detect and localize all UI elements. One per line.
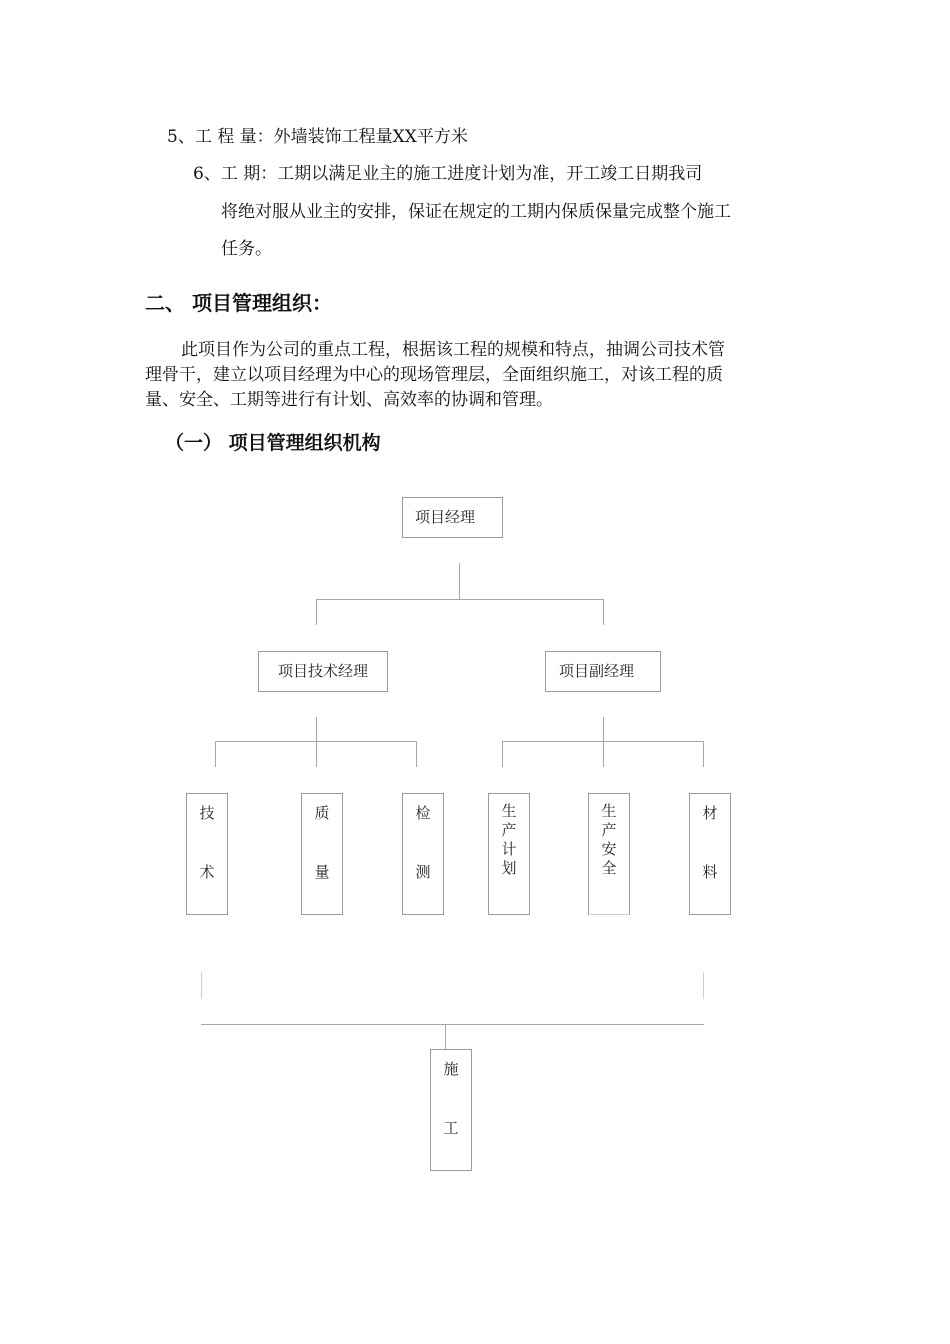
- org-node-label: 项目技术经理: [277, 662, 368, 680]
- connector-line: [215, 741, 417, 742]
- item-6-line-3: 任务。: [221, 239, 272, 259]
- org-node-production-plan: [488, 793, 530, 915]
- item-6-line-1: 6、工 期：工期以满足业主的施工进度计划为准，开工竣工日期我司: [193, 164, 703, 184]
- item-6-line-2: 将绝对服从业主的安排，保证在规定的工期内保质保量完成整个施工: [221, 202, 731, 222]
- org-node-deputy-manager: [545, 651, 661, 692]
- org-node-construction: [430, 1049, 472, 1171]
- org-node-char: 安: [601, 840, 617, 858]
- para-line-1: 此项目作为公司的重点工程，根据该工程的规模和特点，抽调公司技术管: [181, 340, 725, 360]
- connector-line: [603, 599, 604, 625]
- org-node-quality: [301, 793, 343, 915]
- connector-line: [703, 741, 704, 767]
- connector-line: [201, 1024, 704, 1025]
- org-node-char: 产: [601, 821, 617, 839]
- org-node-tech: [186, 793, 228, 915]
- subsection-title: （一） 项目管理组织机构: [165, 432, 381, 454]
- connector-line: [316, 717, 317, 767]
- para-line-2: 理骨干，建立以项目经理为中心的现场管理层，全面组织施工，对该工程的质: [145, 365, 723, 385]
- org-node-char: 划: [501, 859, 517, 877]
- org-node-tech-manager: [258, 651, 388, 692]
- org-node-char: 检: [415, 804, 431, 822]
- org-node-char: 测: [415, 863, 431, 881]
- connector-line: [215, 741, 216, 767]
- connector-line: [703, 972, 704, 999]
- org-node-inspection: [402, 793, 444, 915]
- org-node-production-safety: [588, 793, 630, 915]
- org-node-label: 项目副经理: [559, 662, 635, 680]
- org-node-char: 质: [314, 804, 330, 822]
- org-node-project-manager: [402, 497, 503, 538]
- org-node-label: 项目经理: [415, 508, 476, 526]
- para-line-3: 量、安全、工期等进行有计划、高效率的协调和管理。: [145, 390, 553, 410]
- org-node-char: 工: [443, 1119, 459, 1137]
- org-node-char: 施: [443, 1060, 459, 1078]
- connector-line: [201, 972, 202, 999]
- org-node-char: 术: [199, 863, 215, 881]
- org-node-char: 全: [601, 859, 617, 877]
- connector-line: [316, 599, 317, 625]
- org-node-char: 料: [702, 863, 718, 881]
- org-node-char: 技: [199, 804, 215, 822]
- org-node-char: 量: [314, 863, 330, 881]
- org-node-char: 产: [501, 821, 517, 839]
- org-node-char: 计: [501, 840, 517, 858]
- connector-line: [445, 1024, 446, 1050]
- connector-line: [502, 741, 704, 742]
- connector-line: [316, 599, 604, 600]
- org-node-char: 材: [702, 804, 718, 822]
- connector-line: [459, 563, 460, 600]
- connector-line: [603, 717, 604, 767]
- org-node-char: 生: [501, 802, 517, 820]
- item-5: 5、工 程 量：外墙装饰工程量XX平方米: [167, 127, 468, 147]
- connector-line: [502, 741, 503, 767]
- connector-line: [416, 741, 417, 767]
- org-node-materials: [689, 793, 731, 915]
- section-2-title: 二、 项目管理组织：: [145, 291, 332, 315]
- org-node-char: 生: [601, 802, 617, 820]
